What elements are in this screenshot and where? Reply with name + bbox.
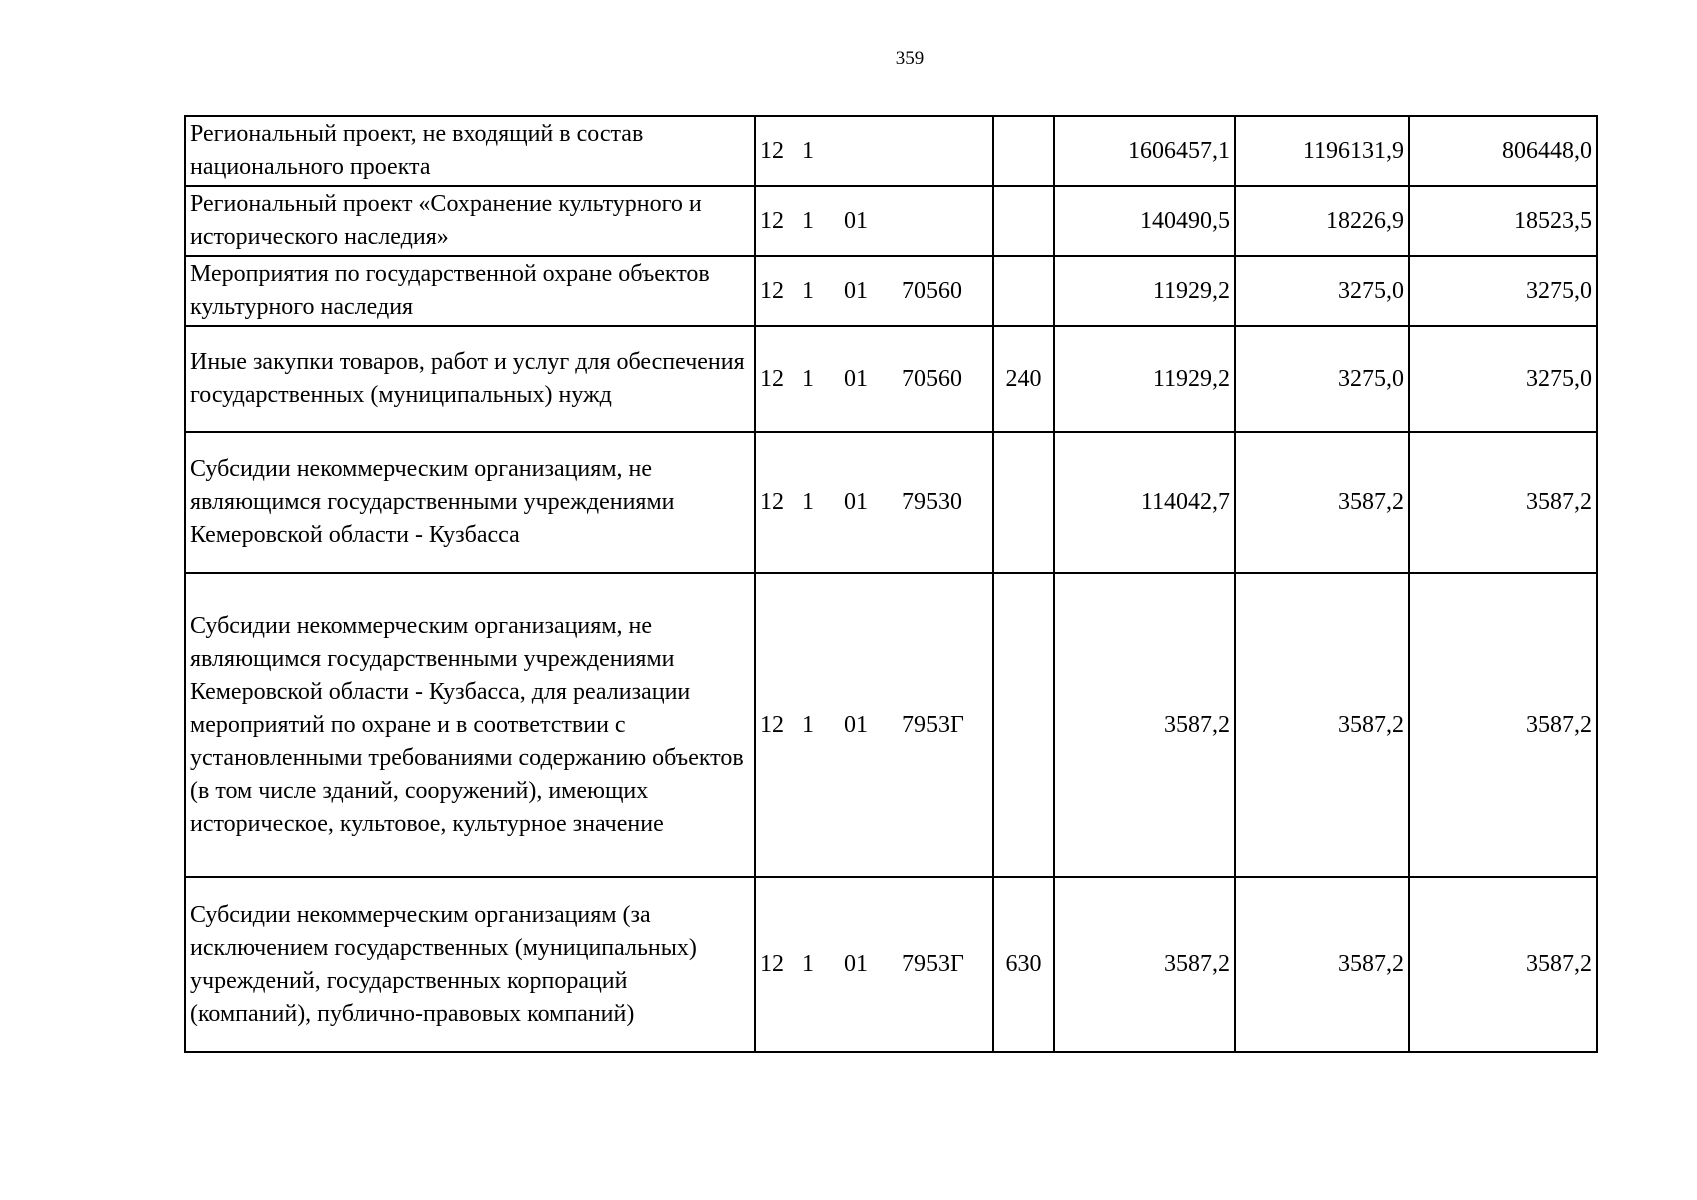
table-row: [185, 573, 1597, 877]
table-row: [185, 186, 1597, 256]
row-name: Субсидии некоммерческим организациям, не являющимся государственными учреждениями Кемеровской области - Кузбасса, для реализации мероприятий по охране и в соответствии с установленными требованиями содержанию объектов (в том числе зданий, сооружений), имеющих историческое, культовое, культурное значение: [185, 573, 755, 877]
row-value-2: 18226,9: [1235, 186, 1409, 256]
row-expense-type: 240: [993, 326, 1054, 432]
row-value-2: 3275,0: [1235, 326, 1409, 432]
table-row: [185, 256, 1597, 326]
row-value-3: 18523,5: [1409, 186, 1597, 256]
row-name: Мероприятия по государственной охране объектов культурного наследия: [185, 256, 755, 326]
row-code: 12 1 01 7953Г: [755, 573, 993, 877]
row-code: 12 1 01 70560: [755, 326, 993, 432]
table-row: [185, 116, 1597, 186]
row-expense-type: [993, 116, 1054, 186]
row-value-2: 3587,2: [1235, 432, 1409, 573]
row-value-1: 140490,5: [1054, 186, 1235, 256]
row-value-3: 806448,0: [1409, 116, 1597, 186]
row-name: Субсидии некоммерческим организациям (за исключением государственных (муниципальных) учреждений, государственных корпораций (компаний), публично-правовых компаний): [185, 877, 755, 1052]
table-row: [185, 432, 1597, 573]
row-value-2: 1196131,9: [1235, 116, 1409, 186]
row-expense-type: 630: [993, 877, 1054, 1052]
row-value-2: 3587,2: [1235, 877, 1409, 1052]
row-value-3: 3587,2: [1409, 573, 1597, 877]
row-name: Иные закупки товаров, работ и услуг для обеспечения государственных (муниципальных) нужд: [185, 326, 755, 432]
row-code: 12 1 01 70560: [755, 256, 993, 326]
row-value-1: 3587,2: [1054, 573, 1235, 877]
row-expense-type: [993, 186, 1054, 256]
row-name: Субсидии некоммерческим организациям, не являющимся государственными учреждениями Кемеровской области - Кузбасса: [185, 432, 755, 573]
budget-table: [184, 115, 1598, 1053]
row-value-1: 11929,2: [1054, 256, 1235, 326]
row-value-2: 3587,2: [1235, 573, 1409, 877]
row-code: 12 1 01 79530: [755, 432, 993, 573]
row-code: 12 1 01 7953Г: [755, 877, 993, 1052]
page-number: 359: [895, 48, 925, 69]
row-expense-type: [993, 432, 1054, 573]
row-name: Региональный проект «Сохранение культурного и исторического наследия»: [185, 186, 755, 256]
row-value-1: 3587,2: [1054, 877, 1235, 1052]
row-expense-type: [993, 573, 1054, 877]
row-value-1: 1606457,1: [1054, 116, 1235, 186]
row-value-1: 114042,7: [1054, 432, 1235, 573]
row-value-3: 3587,2: [1409, 877, 1597, 1052]
row-code: 12 1 01: [755, 186, 993, 256]
row-code: 12 1: [755, 116, 993, 186]
table-row: [185, 326, 1597, 432]
row-value-3: 3275,0: [1409, 326, 1597, 432]
table-row: [185, 877, 1597, 1052]
row-value-3: 3587,2: [1409, 432, 1597, 573]
row-expense-type: [993, 256, 1054, 326]
row-value-2: 3275,0: [1235, 256, 1409, 326]
row-value-1: 11929,2: [1054, 326, 1235, 432]
row-value-3: 3275,0: [1409, 256, 1597, 326]
row-name: Региональный проект, не входящий в состав национального проекта: [185, 116, 755, 186]
